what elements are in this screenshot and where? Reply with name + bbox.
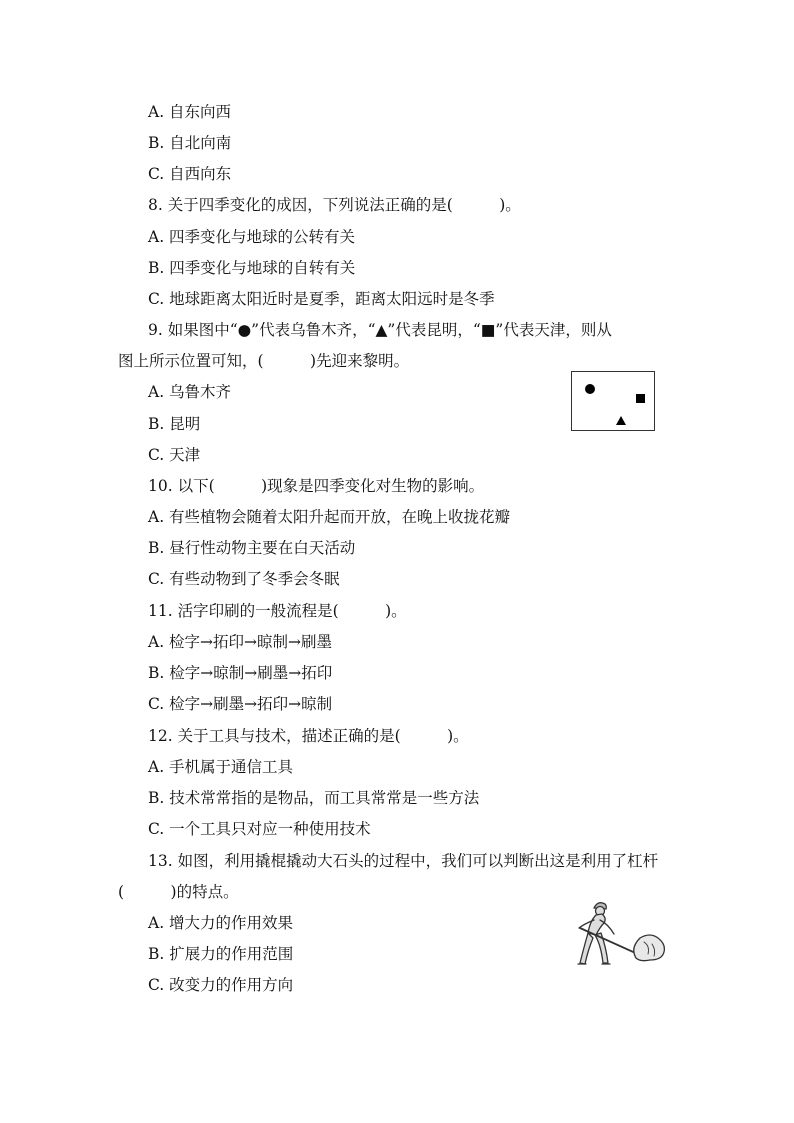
q13-option-c: C. 改变力的作用方向 [148, 976, 294, 994]
q7-option-c: C. 自西向东 [148, 165, 232, 183]
q13-option-a: A. 增大力的作用效果 [148, 914, 294, 932]
q8-option-c: C. 地球距离太阳近时是夏季，距离太阳远时是冬季 [148, 290, 495, 308]
q11-option-a: A. 检字→拓印→晾制→刷墨 [148, 633, 333, 651]
q11-option-b: B. 检字→晾制→刷墨→拓印 [148, 664, 333, 682]
square-marker-icon [636, 394, 645, 403]
q12-option-a: A. 手机属于通信工具 [148, 758, 294, 776]
question-12: 12. 关于工具与技术，描述正确的是( )。 [148, 727, 469, 745]
q10-option-b: B. 昼行性动物主要在白天活动 [148, 539, 356, 557]
q9-option-a: A. 乌鲁木齐 [148, 383, 232, 401]
q8-option-a: A. 四季变化与地球的公转有关 [148, 228, 356, 246]
q12-option-b: B. 技术常常指的是物品，而工具常常是一些方法 [148, 789, 480, 807]
q8-option-b: B. 四季变化与地球的自转有关 [148, 259, 356, 277]
city-position-figure [571, 371, 655, 431]
question-8: 8. 关于四季变化的成因，下列说法正确的是( )。 [148, 196, 521, 214]
q9-option-b: B. 昆明 [148, 415, 201, 433]
question-13: 13. 如图，利用撬棍撬动大石头的过程中，我们可以判断出这是利用了杠杆 [148, 852, 659, 870]
question-13-cont: ( )的特点。 [118, 883, 239, 901]
question-9-cont: 图上所示位置可知，( )先迎来黎明。 [118, 352, 410, 370]
q9-option-c: C. 天津 [148, 446, 201, 464]
question-9: 9. 如果图中“●”代表乌鲁木齐，“▲”代表昆明，“■”代表天津，则从 [148, 321, 612, 339]
q12-option-c: C. 一个工具只对应一种使用技术 [148, 820, 371, 838]
q7-option-a: A. 自东向西 [148, 103, 232, 121]
question-10: 10. 以下( )现象是四季变化对生物的影响。 [148, 477, 485, 495]
q7-option-b: B. 自北向南 [148, 134, 232, 152]
q11-option-c: C. 检字→刷墨→拓印→晾制 [148, 695, 333, 713]
lever-worker-illustration [566, 896, 670, 974]
triangle-marker-icon [616, 416, 626, 425]
circle-marker-icon [585, 384, 595, 394]
q13-option-b: B. 扩展力的作用范围 [148, 945, 294, 963]
q10-option-c: C. 有些动物到了冬季会冬眠 [148, 570, 340, 588]
question-11: 11. 活字印刷的一般流程是( )。 [148, 602, 407, 620]
q10-option-a: A. 有些植物会随着太阳升起而开放，在晚上收拢花瓣 [148, 508, 511, 526]
